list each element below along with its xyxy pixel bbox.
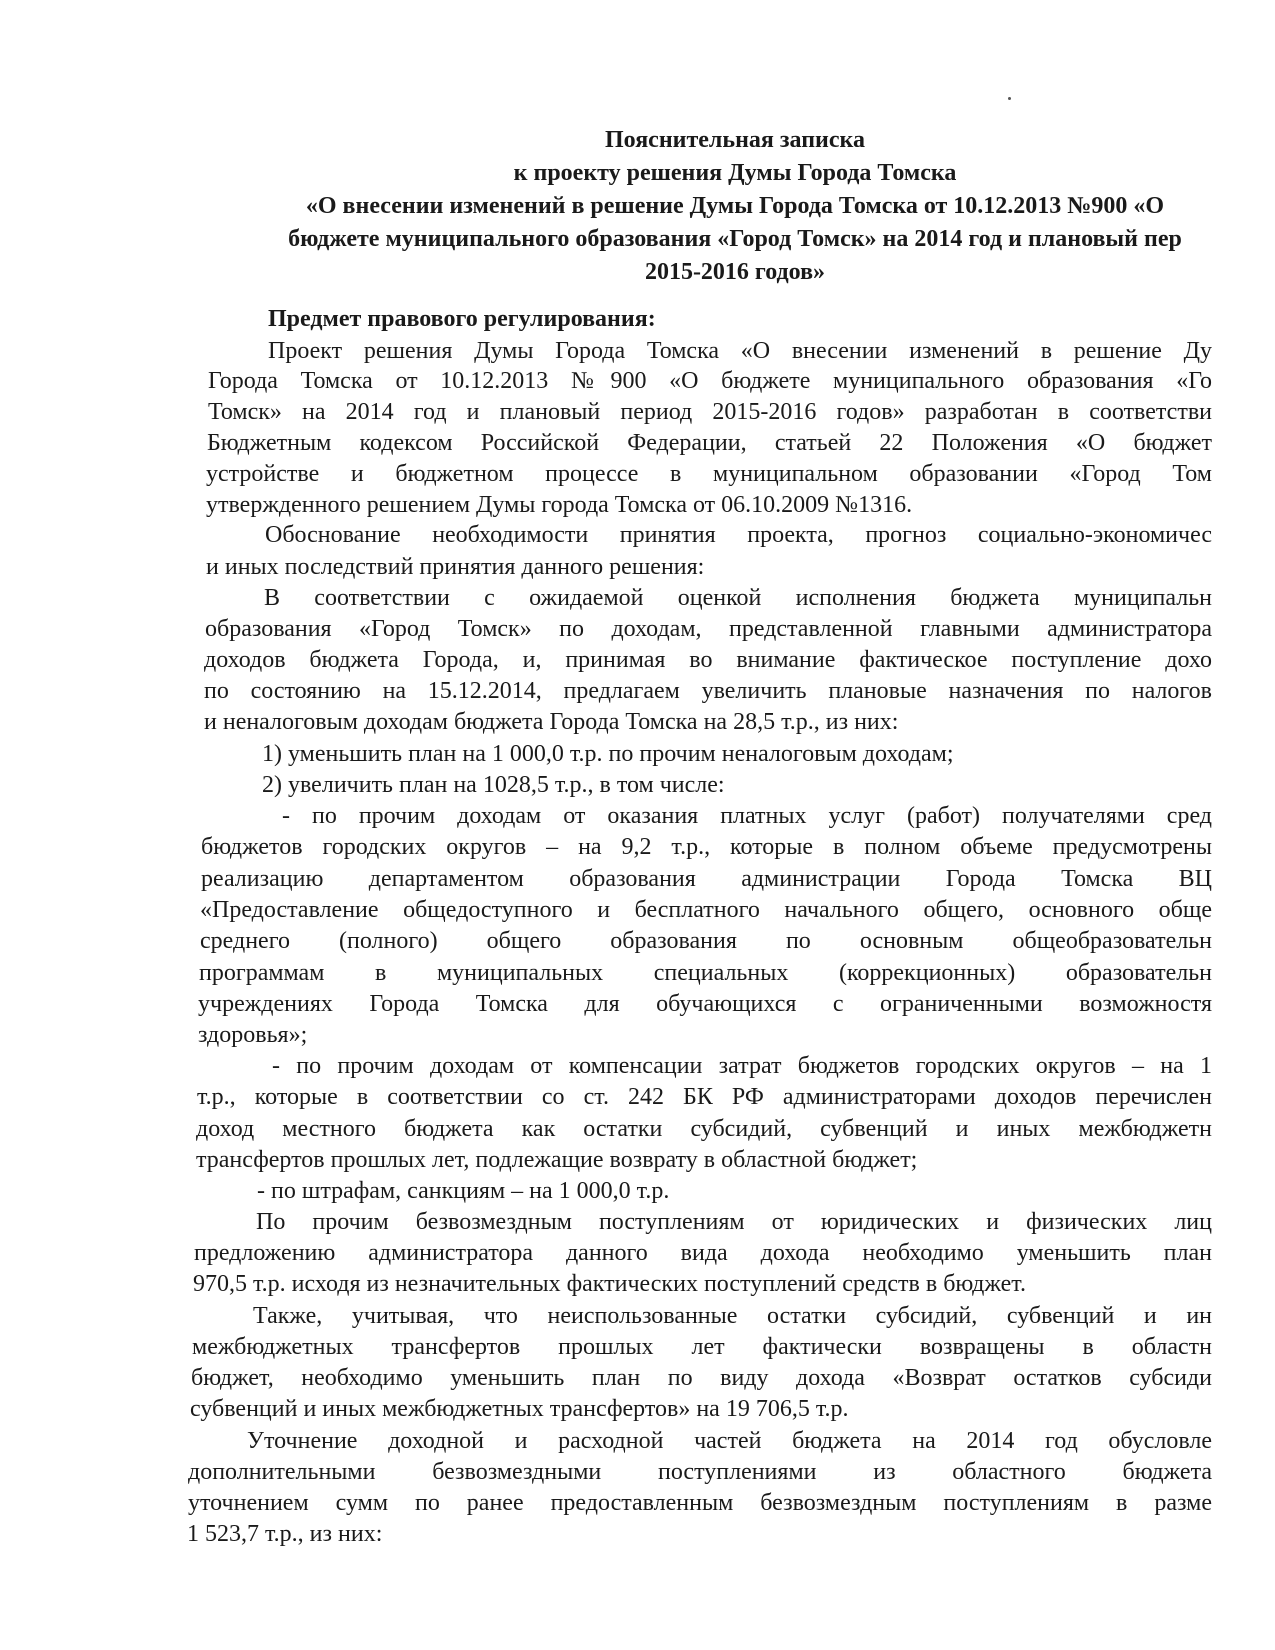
paragraph-first-line: Проект решения Думы Города Томска «О внесении изменений в решение Ду — [268, 338, 1212, 364]
paragraph-first-line: Обоснование необходимости принятия проекта, прогноз социально-экономичес — [265, 522, 1212, 548]
paragraph-first-line: 2) увеличить план на 1028,5 т.р., в том числе: — [262, 772, 725, 798]
paragraph-line: Бюджетным кодексом Российской Федерации, статьей 22 Положения «О бюджет — [207, 430, 1212, 456]
paragraph-first-line: - по штрафам, санкциям – на 1 000,0 т.р. — [257, 1178, 670, 1204]
section-heading: Предмет правового регулирования: — [268, 306, 656, 332]
paragraph-line: бюджетов городских округов – на 9,2 т.р., которые в полном объеме предусмотрены — [201, 834, 1212, 860]
paragraph-line: и неналоговым доходам бюджета Города Томска на 28,5 т.р., из них: — [204, 709, 899, 735]
paragraph-line: трансфертов прошлых лет, подлежащие возврату в областной бюджет; — [196, 1147, 918, 1173]
document-title — [215, 124, 1255, 289]
title-line-1: Пояснительная записка — [604, 127, 865, 153]
title-line-2: к проекту решения Думы Города Томска — [513, 160, 957, 186]
paragraph-line: программам в муниципальных специальных (коррекционных) образовательн — [199, 960, 1212, 986]
paragraph-first-line: - по прочим доходам от оказания платных услуг (работ) получателями сред — [282, 803, 1212, 829]
paragraph-line: межбюджетных трансфертов прошлых лет фактически возвращены в областн — [192, 1334, 1212, 1360]
paragraph-first-line: - по прочим доходам от компенсации затрат бюджетов городских округов – на 1 — [272, 1053, 1212, 1079]
paragraph-line: Города Томска от 10.12.2013 №900 «О бюджете муниципального образования «Го — [208, 368, 1212, 394]
paragraph-line: предложению администратора данного вида дохода необходимо уменьшить план — [194, 1240, 1212, 1266]
paragraph-line: т.р., которые в соответствии со ст. 242 БК РФ администраторами доходов перечислен — [197, 1084, 1212, 1110]
paragraph-line: образования «Город Томск» по доходам, представленной главными администратора — [205, 616, 1212, 642]
paragraph-line: утвержденного решением Думы города Томска от 06.10.2009 №1316. — [206, 492, 913, 518]
paragraph-line: бюджет, необходимо уменьшить план по виду дохода «Возврат остатков субсиди — [191, 1365, 1212, 1391]
paragraph-line: доход местного бюджета как остатки субсидий, субвенций и иных межбюджетн — [196, 1116, 1212, 1142]
paragraph-line: «Предоставление общедоступного и бесплатного начального общего, основного обще — [200, 897, 1212, 923]
paragraph-line: реализацию департаментом образования администрации Города Томска ВЦ — [201, 866, 1212, 892]
paragraph-line: среднего (полного) общего образования по основным общеобразовательн — [200, 928, 1212, 954]
title-line-3: «О внесении изменений в решение Думы Города Томска от 10.12.2013 №900 «О — [305, 193, 1165, 219]
paragraph-line: устройстве и бюджетном процессе в муниципальном образовании «Город Том — [206, 461, 1212, 487]
paragraph-line: 1 523,7 т.р., из них: — [187, 1521, 383, 1547]
title-line-5: 2015-2016 годов» — [644, 259, 826, 285]
paragraph-line: уточнением сумм по ранее предоставленным безвозмездным поступлениям в разме — [188, 1490, 1212, 1516]
paragraph-line: субвенций и иных межбюджетных трансфертов» на 19 706,5 т.р. — [190, 1396, 849, 1422]
paragraph-first-line: Также, учитывая, что неиспользованные остатки субсидий, субвенций и ин — [253, 1303, 1212, 1329]
paragraph-line: учреждениях Города Томска для обучающихся с ограниченными возможностя — [198, 991, 1212, 1017]
paragraph-line: по состоянию на 15.12.2014, предлагаем увеличить плановые назначения по налогов — [204, 678, 1212, 704]
scan-speck — [1008, 97, 1011, 100]
paragraph-line: дополнительными безвозмездными поступлениями из областного бюджета — [188, 1459, 1212, 1485]
paragraph-first-line: В соответствии с ожидаемой оценкой исполнения бюджета муниципальн — [264, 585, 1212, 611]
paragraph-line: 970,5 т.р. исходя из незначительных фактических поступлений средств в бюджет. — [193, 1271, 1026, 1297]
paragraph-line: Томск» на 2014 год и плановый период 2015-2016 годов» разработан в соответстви — [208, 399, 1212, 425]
paragraph-first-line: По прочим безвозмездным поступлениям от юридических и физических лиц — [256, 1209, 1212, 1235]
paragraph-line: и иных последствий принятия данного решения: — [206, 554, 705, 580]
paragraph-line: здоровья»; — [198, 1022, 308, 1048]
paragraph-first-line: Уточнение доходной и расходной частей бюджета на 2014 год обусловле — [247, 1428, 1212, 1454]
paragraph-line: доходов бюджета Города, и, принимая во внимание фактическое поступление дохо — [204, 647, 1212, 673]
title-line-4: бюджете муниципального образования «Город Томск» на 2014 год и плановый пер — [288, 226, 1182, 252]
paragraph-first-line: 1) уменьшить план на 1 000,0 т.р. по прочим неналоговым доходам; — [262, 741, 954, 767]
